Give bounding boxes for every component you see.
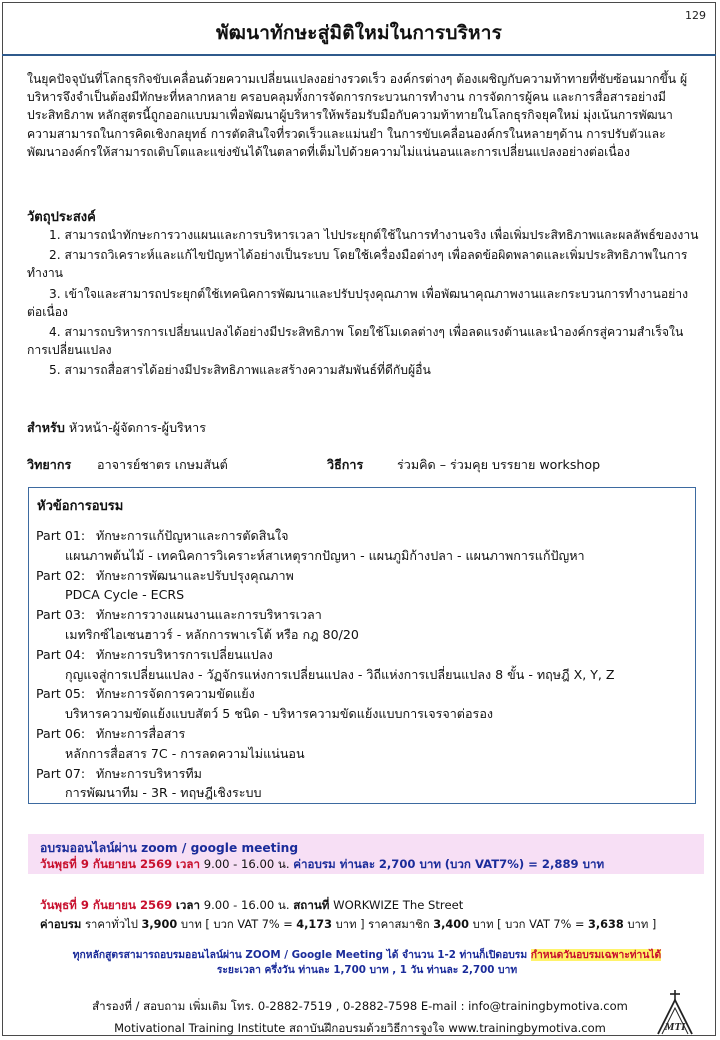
onsite-time: 9.00 - 16.00 น. [203, 898, 290, 912]
online-vat: (บวก VAT7%) = 2,889 บาท [444, 857, 605, 871]
method-label: วิธีการ [327, 457, 364, 472]
part-title: ทักษะการจัดการความขัดแย้ง [96, 686, 255, 702]
general-vat-open: บาท [ บวก VAT 7% = [180, 918, 293, 931]
lecturer-label: วิทยากร [27, 457, 72, 472]
part-code: Part 03: [36, 607, 86, 623]
online-fee: 2,700 บาท [378, 857, 442, 871]
footer-contact: สำรองที่ / สอบถาม เพิ่มเติม โทร. 0-2882-7519 , 0-2882-7598 E-mail : info@trainingbymotiva.com [92, 999, 628, 1013]
part-detail: แผนภาพต้นไม้ - เทคนิคการวิเคราะห์สาเหตุรากปัญหา - แผนภูมิก้างปลา - แผนภาพการแก้ปัญหา [65, 547, 585, 563]
part-code: Part 02: [36, 567, 86, 583]
member-total: 3,638 [588, 918, 624, 931]
onsite-place-label: สถานที่ [293, 898, 330, 912]
topics-heading: หัวข้อการอบรม [37, 499, 124, 514]
part-title: ทักษะการแก้ปัญหาและการตัดสินใจ [96, 528, 289, 543]
part-code: Part 05: [36, 686, 86, 702]
part-detail: PDCA Cycle - ECRS [65, 587, 185, 603]
lecturer-line [27, 455, 697, 475]
onsite-time-label: เวลา [175, 898, 200, 912]
part-title: ทักษะการสื่อสาร [96, 725, 186, 741]
audience-value: หัวหน้า-ผู้จัดการ-ผู้บริหาร [68, 420, 206, 435]
part-detail: หลักการสื่อสาร 7C - การลดความไม่แน่นอน [65, 745, 305, 761]
general-total: 4,173 [296, 918, 333, 931]
part-title: ทักษะการบริหารการเปลี่ยนแปลง [96, 646, 273, 662]
promo-line2: ระยะเวลา ครึ่งวัน ท่านละ 1,700 บาท , 1 วัน ท่านละ 2,700 บาท [216, 963, 518, 976]
part-detail: เมทริกซ์ไอเซนฮาวร์ - หลักการพาเรโต้ หรือ กฎ 80/20 [65, 626, 359, 642]
objective-item: 2. สามารถวิเคราะห์และแก้ไขปัญหาได้อย่างเป็นระบบ โดยใช้เครื่องมือต่างๆ เพื่อลดข้อผิดพลาดและเพิ่มประสิทธิภาพในการทำงาน [27, 248, 688, 281]
onsite-date: วันพุธที่ 9 กันยายน 2569 [40, 898, 173, 912]
part-title-line [36, 526, 691, 546]
objective-item: 1. สามารถนำทักษะการวางแผนและการบริหารเวลา ไปประยุกต์ใช้ในการทำงานจริง เพื่อเพิ่มประสิทธิภาพและผลลัพธ์ของงาน [49, 228, 699, 242]
online-date: วันพุธที่ 9 กันยายน 2569 [40, 857, 173, 871]
online-fee-label: ค่าอบรม ท่านละ [293, 857, 376, 871]
part-detail: การพัฒนาทีม - 3R - ทฤษฎีเชิงระบบ [65, 785, 262, 801]
objectives-list [27, 226, 699, 382]
intro-paragraph: ในยุคปัจจุบันที่โลกธุรกิจขับเคลื่อนด้วยความเปลี่ยนแปลงอย่างรวดเร็ว องค์กรต่างๆ ต้องเผชิญกับความท้าทายที่ซับซ้อนมากขึ้น ผู้บริหารจึงจำเป็นต้องมีทักษะที่หลากหลาย ครอบคลุมทั้งการจัดการกระบวนการทำงาน การจัดการผู้คน และการสื่อสารอย่างมีประสิทธิภาพ หลักสูตรนี้ถูกออกแบบมาเพื่อพัฒนาผู้บริหารให้พร้อมรับมือกับความท้าทายในโลกธุรกิจยุคใหม่ มุ่งเน้นการพัฒนาความสามารถในการคิดเชิงกลยุทธ์ การตัดสินใจที่รวดเร็วและแม่นยำ ในการขับเคลื่อนองค์กรในหลายๆด้าน การปรับตัวและพัฒนาองค์กรให้สามารถเติบโตและแข่งขันได้ในตลาดที่เต็มไปด้วยความไม่แน่นอนและการเปลี่ยนแปลงอย่างต่อเนื่อง [27, 72, 688, 159]
objective-item: 4. สามารถบริหารการเปลี่ยนแปลงได้อย่างมีประสิทธิภาพ โดยใช้โมเดลต่างๆ เพื่อลดแรงต้านและนำองค์กรสู่ความสำเร็จในการเปลี่ยนแปลง [27, 325, 684, 358]
onsite-fee-line [40, 915, 656, 933]
part-detail: บริหารความขัดแย้งแบบสัตว์ 5 ชนิด - บริหารความขัดแย้งแบบการเจรจาต่อรอง [65, 706, 494, 722]
member-vat-close: บาท ] [627, 918, 657, 931]
logo-text: MTI [664, 1021, 686, 1033]
promo-highlight: กำหนดวันอบรมเฉพาะท่านได้ [530, 949, 662, 961]
online-schedule-line [40, 856, 604, 874]
part-code: Part 01: [36, 528, 86, 543]
promo-text: ทุกหลักสูตรสามารถอบรมออนไลน์ผ่าน ZOOM / Google Meeting ได้ จำนวน 1-2 ท่านก็เปิดอบรม [72, 949, 528, 961]
promo-note [32, 948, 702, 977]
online-title: อบรมออนไลน์ผ่าน zoom / google meeting [40, 841, 299, 855]
method-value: ร่วมคิด – ร่วมคุย บรรยาย workshop [397, 457, 601, 472]
onsite-place: WORKWIZE The Street [333, 898, 464, 912]
part-title-line [36, 566, 691, 586]
part-title: ทักษะการบริหารทีม [96, 765, 202, 781]
audience-line [27, 418, 206, 438]
part-title-line [36, 605, 691, 625]
page-title: พัฒนาทักษะสู่มิติใหม่ในการบริหาร [216, 22, 502, 44]
online-time: 9.00 - 16.00 น. [203, 857, 290, 871]
member-price: 3,400 [433, 918, 469, 931]
topics-box [28, 487, 696, 804]
part-title-line [36, 684, 691, 704]
part-code: Part 04: [36, 646, 86, 662]
onsite-schedule-line [40, 897, 463, 915]
footer-institute: Motivational Training Institute สถาบันฝึกอบรมด้วยวิธีการจูงใจ www.trainingbymotiva.com [114, 1021, 606, 1035]
onsite-training-box [28, 892, 704, 938]
objective-item: 5. สามารถสื่อสารได้อย่างมีประสิทธิภาพและสร้างความสัมพันธ์ที่ดีกับผู้อื่น [49, 363, 431, 378]
part-title-line [36, 724, 691, 744]
member-vat-open: บาท [ บวก VAT 7% = [472, 918, 585, 931]
general-price-label: ราคาทั่วไป [84, 918, 138, 931]
header [2, 2, 716, 56]
lecturer-value: อาจารย์ชาตร เกษมสันต์ [97, 457, 228, 472]
online-time-label: เวลา [175, 857, 200, 871]
part-title-line [36, 764, 691, 784]
part-title: ทักษะการพัฒนาและปรับปรุงคุณภาพ [96, 567, 294, 583]
general-vat-close: บาท ] ราคาสมาชิก [335, 918, 430, 931]
part-title: ทักษะการวางแผนงานและการบริหารเวลา [96, 607, 322, 623]
mti-logo-icon [654, 988, 696, 1036]
audience-label: สำหรับ [27, 420, 65, 435]
part-code: Part 07: [36, 765, 86, 781]
objectives-heading: วัตถุประสงค์ [27, 210, 96, 225]
part-title-line [36, 645, 691, 665]
general-price: 3,900 [141, 918, 178, 931]
objective-item: 3. เข้าใจและสามารถประยุกต์ใช้เทคนิคการพัฒนาและปรับปรุงคุณภาพ เพื่อพัฒนาคุณภาพงานและกระบวนการทำงานอย่างต่อเนื่อง [27, 286, 689, 319]
topics-list [36, 526, 691, 803]
online-training-box [28, 834, 704, 874]
part-detail: กุญแจสู่การเปลี่ยนแปลง - วัฏจักรแห่งการเปลี่ยนแปลง - วิถีแห่งการเปลี่ยนแปลง 8 ขั้น - ทฤษฎี X, Y, Z [65, 666, 615, 682]
onsite-fee-label: ค่าอบรม [40, 918, 82, 931]
part-code: Part 06: [36, 725, 86, 741]
page-number: 129 [685, 9, 706, 22]
